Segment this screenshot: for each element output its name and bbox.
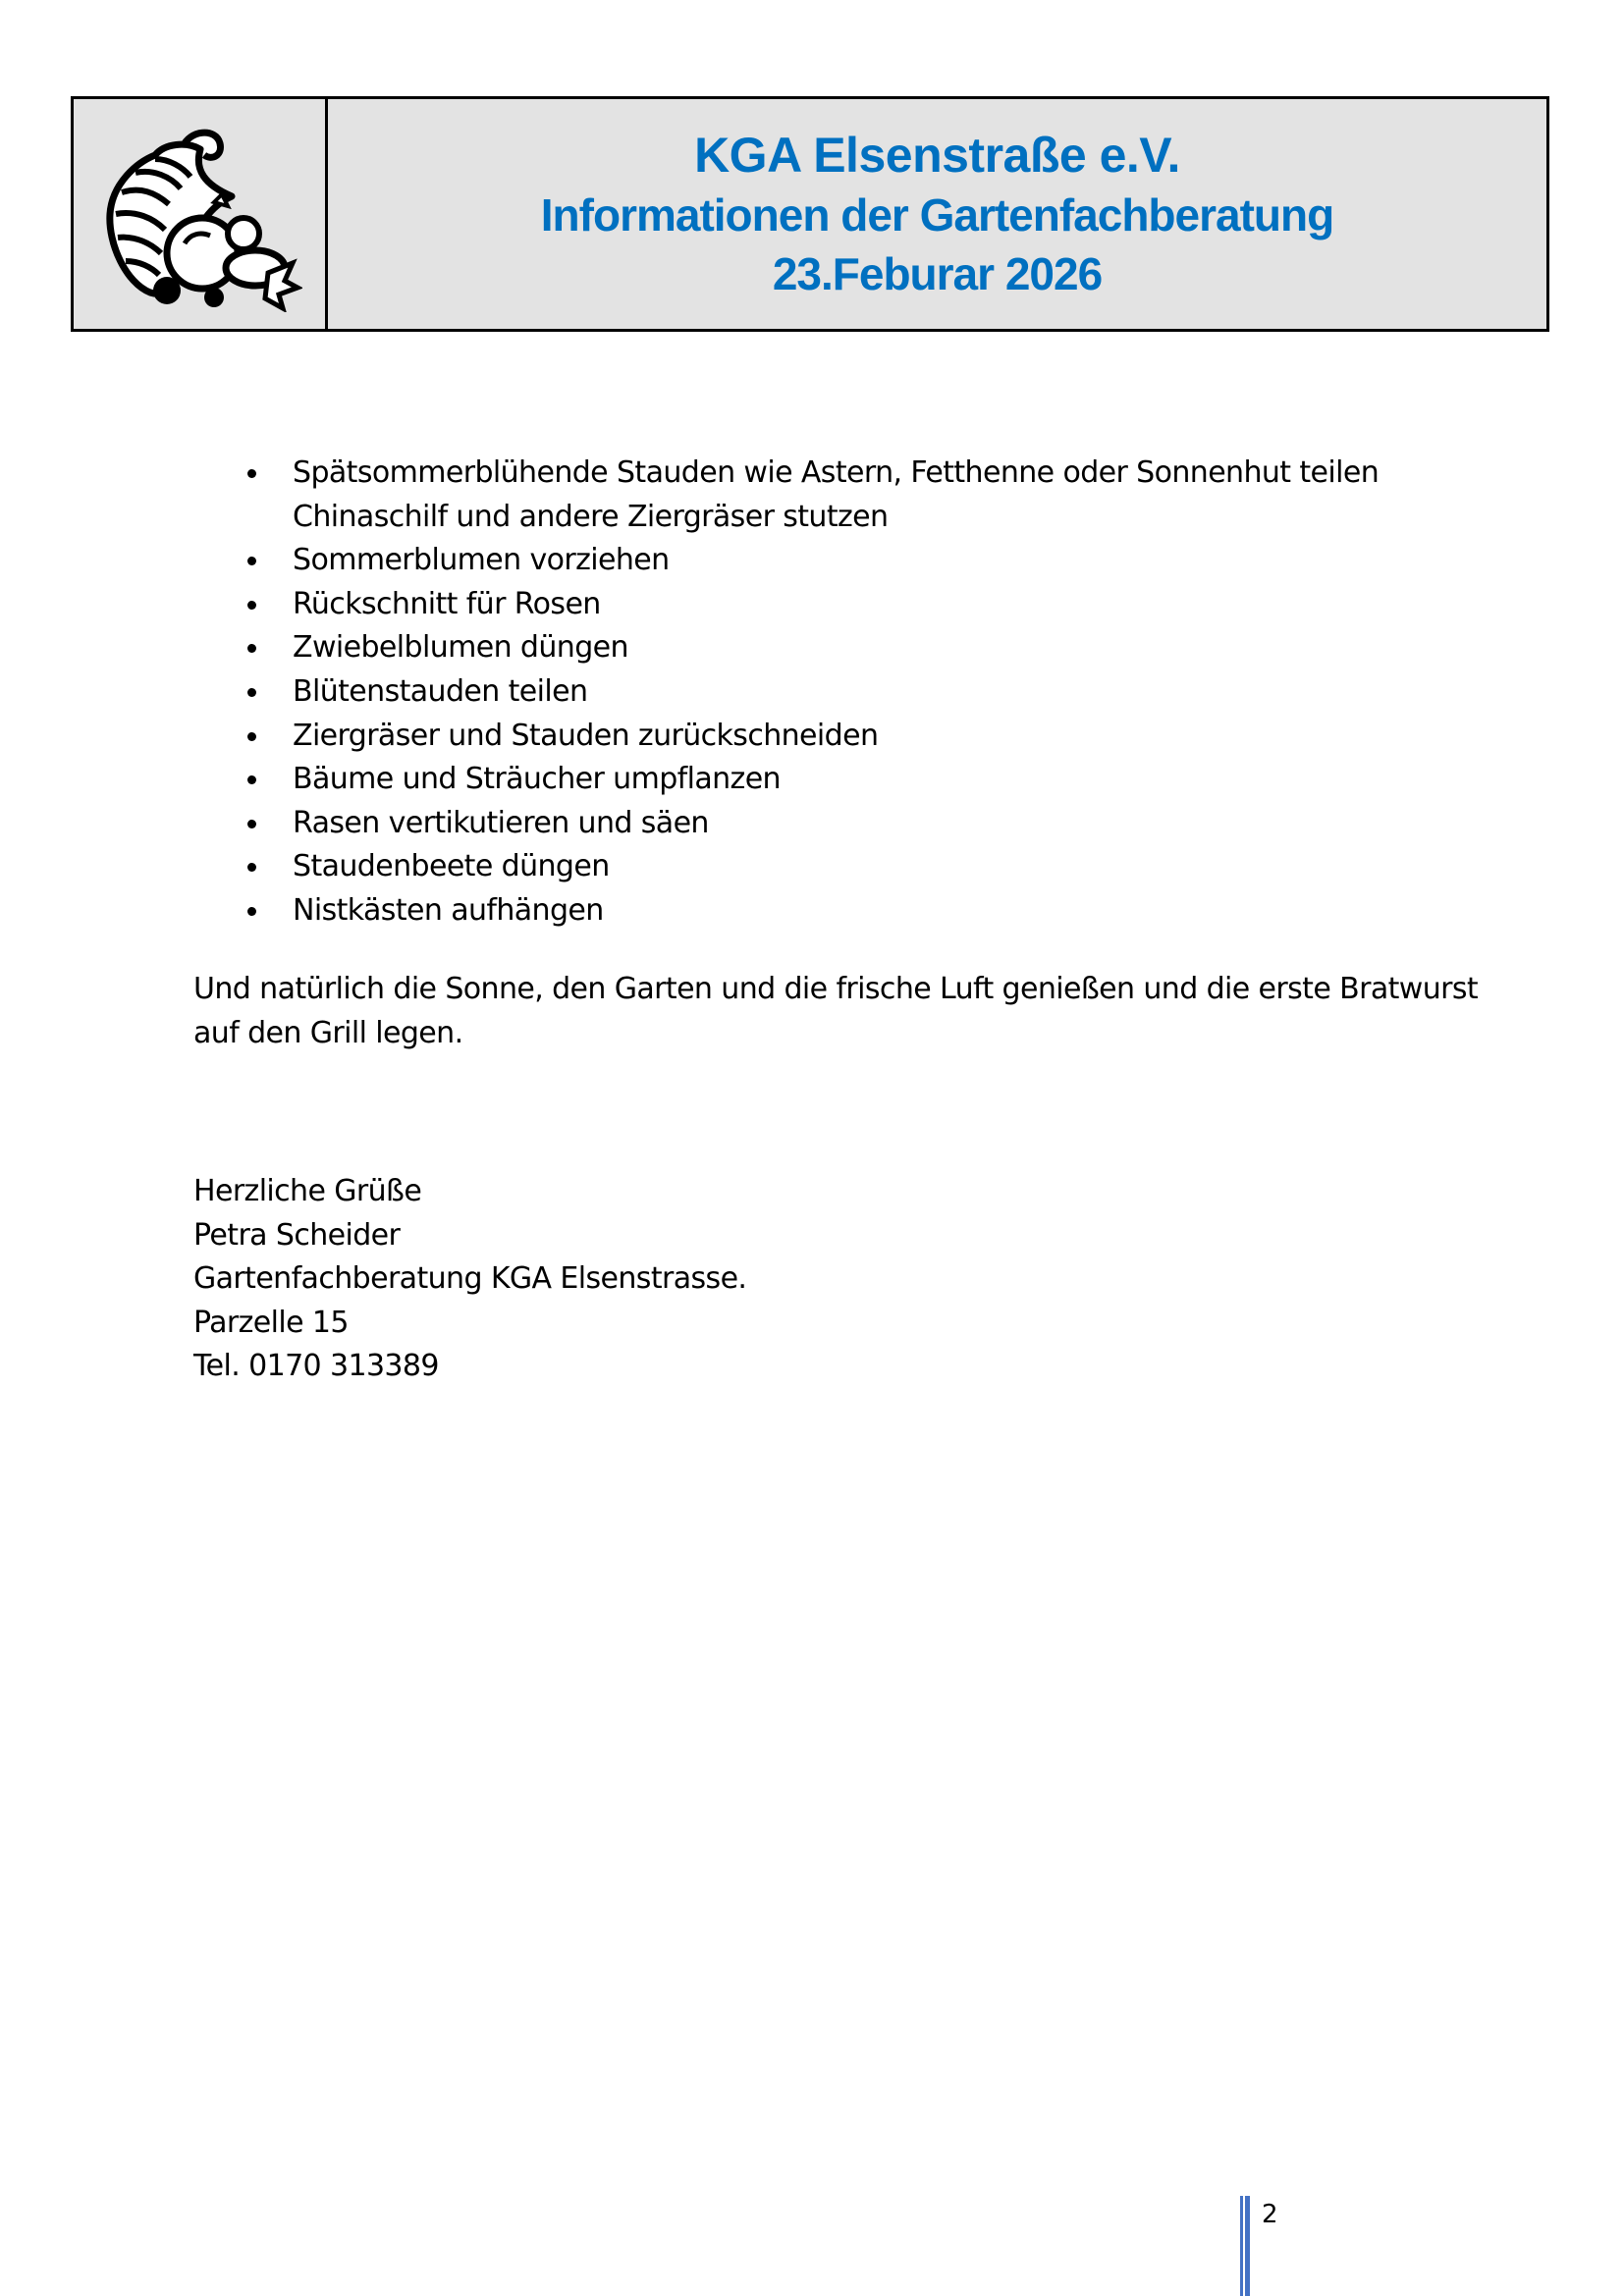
signature-block <box>193 1170 746 1389</box>
logo-cell <box>74 99 328 329</box>
page-number: 2 <box>1262 2200 1278 2229</box>
list-item-text: Sommerblumen vorziehen <box>293 543 670 578</box>
list-item <box>236 670 1379 715</box>
greeting: Herzliche Grüße <box>193 1174 422 1208</box>
list-item-text: Nistkästen aufhängen <box>293 892 604 928</box>
bullet-icon <box>247 863 256 872</box>
bullet-icon <box>247 469 256 478</box>
list-item-text: Rasen vertikutieren und säen <box>293 805 709 840</box>
title-block <box>328 99 1546 329</box>
org-title: KGA Elsenstraße e.V. <box>694 128 1180 183</box>
bullet-icon <box>247 557 256 565</box>
list-item <box>236 889 1379 934</box>
list-item <box>236 758 1379 802</box>
list-item-text: Rückschnitt für Rosen <box>293 586 601 621</box>
list-item-text: Bäume und Sträucher umpflanzen <box>293 762 781 797</box>
footer-accent-bar <box>1245 2196 1250 2296</box>
bullet-icon <box>247 732 256 741</box>
phone-number: Tel. 0170 313389 <box>193 1349 439 1384</box>
list-item <box>236 452 1379 539</box>
list-item <box>236 583 1379 627</box>
plot-number: Parzelle 15 <box>193 1305 349 1340</box>
list-item-text: Spätsommerblühende Stauden wie Astern, Fetthenne oder Sonnenhut teilen <box>293 455 1380 490</box>
author-name: Petra Scheider <box>193 1217 401 1253</box>
cornucopia-icon <box>96 116 302 312</box>
bullet-icon <box>247 601 256 610</box>
bullet-icon <box>247 820 256 828</box>
list-item <box>236 626 1379 670</box>
bullet-icon <box>247 907 256 916</box>
list-item <box>236 845 1379 889</box>
list-item-text: Zwiebelblumen düngen <box>293 630 628 666</box>
page-footer <box>1240 2196 1278 2296</box>
date: 23.Feburar 2026 <box>772 248 1103 299</box>
list-item-text: Ziergräser und Stauden zurückschneiden <box>293 718 879 753</box>
list-item <box>236 539 1379 583</box>
bullet-icon <box>247 775 256 784</box>
list-item <box>236 802 1379 846</box>
task-list <box>236 452 1379 934</box>
list-item-text: Chinaschilf und andere Ziergräser stutzen <box>293 499 889 534</box>
closing-paragraph: Und natürlich die Sonne, den Garten und die frische Luft genießen und die erste Bratwurst auf den Grill legen. <box>193 972 1479 1050</box>
list-item-text: Staudenbeete düngen <box>293 849 610 884</box>
author-role: Gartenfachberatung KGA Elsenstrasse. <box>193 1261 747 1297</box>
footer-accent-bar <box>1240 2196 1243 2296</box>
subtitle: Informationen der Gartenfachberatung <box>540 189 1334 240</box>
list-item-text: Blütenstauden teilen <box>293 673 588 709</box>
bullet-icon <box>247 644 256 653</box>
document-header <box>71 96 1549 332</box>
bullet-icon <box>247 688 256 697</box>
list-item <box>236 715 1379 759</box>
